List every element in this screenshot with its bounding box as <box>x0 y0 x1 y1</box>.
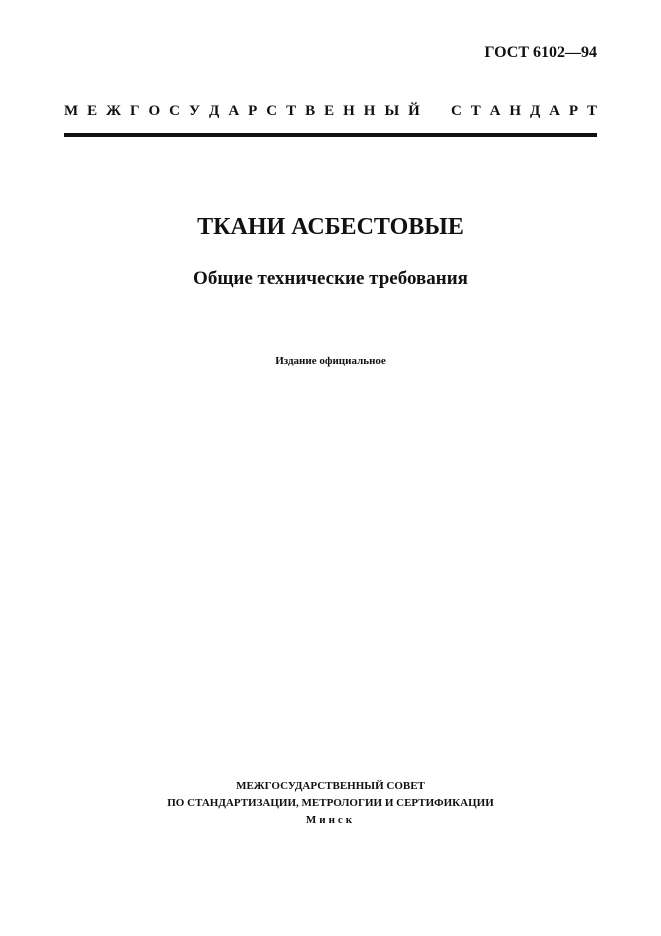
standard-type-letter: Г <box>129 103 140 119</box>
standard-type-letter: В <box>305 103 316 119</box>
edition-note: Издание официальное <box>275 355 386 367</box>
standard-type-letter: Д <box>209 103 220 119</box>
header-divider <box>64 133 597 137</box>
standard-type-letter: О <box>148 103 161 119</box>
standard-type-letter: Т <box>586 103 597 119</box>
standard-type-letter: Н <box>509 103 522 119</box>
standard-type-heading <box>64 103 597 120</box>
standard-type-letter: Е <box>324 103 335 119</box>
standard-type-letter: С <box>169 103 181 119</box>
standard-type-word-2 <box>451 103 597 120</box>
standard-type-letter: Р <box>248 103 258 119</box>
standard-type-letter: Ы <box>384 103 400 119</box>
standard-type-letter: Д <box>529 103 541 119</box>
standard-type-letter: С <box>266 103 278 119</box>
publisher-line-2: ПО СТАНДАРТИЗАЦИИ, МЕТРОЛОГИИ И СЕРТИФИКАЦИИ <box>167 797 494 809</box>
standard-type-word-1 <box>64 103 420 120</box>
standard-type-letter: А <box>228 103 240 119</box>
document-number: ГОСТ 6102—94 <box>484 44 597 61</box>
standard-type-letter: Н <box>343 103 355 119</box>
standard-type-letter: У <box>189 103 201 119</box>
standard-type-letter: Й <box>408 103 420 119</box>
standard-type-letter: А <box>489 103 501 119</box>
standard-type-letter: Т <box>470 103 481 119</box>
standard-type-letter: М <box>64 103 79 119</box>
publisher-city: Минск <box>305 814 356 826</box>
standard-type-letter: Т <box>286 103 297 119</box>
standard-type-letter: Ж <box>106 103 121 119</box>
document-title: ТКАНИ АСБЕСТОВЫЕ <box>197 214 464 240</box>
standard-type-letter: С <box>451 103 462 119</box>
standard-type-letter: Н <box>363 103 376 119</box>
publisher-block <box>0 778 661 829</box>
standard-type-letter: А <box>549 103 560 119</box>
standard-type-letter: Р <box>568 103 579 119</box>
standard-type-letter: Е <box>87 103 98 119</box>
publisher-line-1: МЕЖГОСУДАРСТВЕННЫЙ СОВЕТ <box>236 780 425 792</box>
document-subtitle: Общие технические требования <box>193 268 468 289</box>
